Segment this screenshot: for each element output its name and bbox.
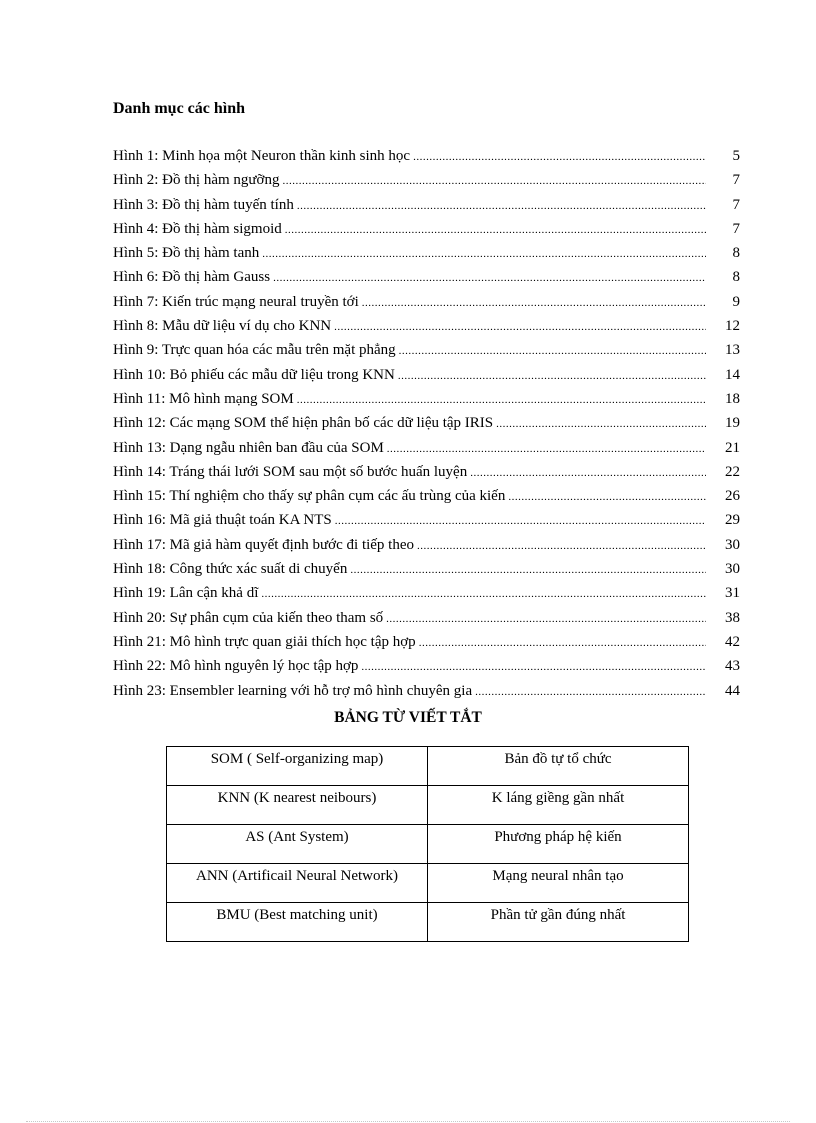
toc-entry-label: Hình 19: Lân cận khả dĩ (113, 585, 259, 602)
toc-entry-page: 5 (732, 148, 740, 164)
dot-leader (297, 200, 706, 212)
dot-leader (508, 491, 706, 503)
toc-entry-page: 7 (732, 172, 740, 189)
toc-entry-label: Hình 6: Đồ thị hàm Gauss (113, 269, 271, 286)
toc-entry-page: 44 (725, 682, 740, 699)
toc-entry[interactable] (113, 585, 740, 609)
toc-entry-label: Hình 23: Ensembler learning với hỗ trợ mô hình chuyên gia (113, 682, 473, 699)
dot-leader (262, 248, 706, 260)
toc-entry-label: Hình 15: Thí nghiệm cho thấy sự phân cụm các ấu trùng của kiến (113, 488, 506, 505)
figure-list-heading: Danh mục các hình (113, 100, 246, 117)
toc-entry[interactable] (113, 172, 740, 196)
dot-leader (335, 515, 706, 527)
dot-leader (273, 272, 706, 284)
toc-entry[interactable] (113, 391, 740, 415)
toc-entry-label: Hình 5: Đồ thị hàm tanh (113, 245, 260, 262)
dot-leader (297, 394, 706, 406)
abbreviation-cell: BMU (Best matching unit) (167, 903, 428, 942)
abbreviation-cell: SOM ( Self-organizing map) (167, 747, 428, 786)
toc-entry-label: Hình 16: Mã giả thuật toán KA NTS (113, 512, 332, 529)
table-row (167, 747, 689, 786)
toc-entry[interactable] (113, 221, 740, 245)
meaning-cell: Mạng neural nhân tạo (428, 864, 689, 903)
toc-entry-label: Hình 7: Kiến trúc mạng neural truyền tới (113, 293, 359, 310)
meaning-cell: K láng giềng gần nhất (428, 786, 689, 825)
abbreviation-table (166, 746, 689, 942)
toc-entry[interactable] (113, 148, 740, 172)
table-row (167, 903, 689, 942)
abbreviation-table-title: BẢNG TỪ VIẾT TẮT (334, 709, 482, 726)
toc-entry-label: Hình 9: Trực quan hóa các mẫu trên mặt phẳng (113, 342, 396, 359)
toc-entry-page: 12 (725, 318, 740, 335)
dot-leader (361, 661, 706, 673)
toc-entry-page: 22 (725, 463, 740, 480)
toc-entry-page: 14 (725, 366, 740, 383)
toc-entry[interactable] (113, 464, 740, 488)
abbreviation-cell: ANN (Artificail Neural Network) (167, 864, 428, 903)
toc-entry[interactable] (113, 512, 740, 536)
dot-leader (419, 637, 706, 649)
toc-entry-label: Hình 17: Mã giả hàm quyết định bước đi tiếp theo (113, 536, 415, 553)
dot-leader (362, 297, 706, 309)
toc-entry[interactable] (113, 415, 740, 439)
dot-leader (386, 613, 706, 625)
toc-entry[interactable] (113, 537, 740, 561)
dot-leader (282, 175, 706, 187)
toc-entry-page: 26 (725, 488, 740, 505)
toc-entry-page: 8 (732, 269, 740, 286)
toc-entry-page: 8 (732, 245, 740, 262)
meaning-cell: Bản đồ tự tổ chức (428, 747, 689, 786)
toc-entry-page: 38 (725, 609, 740, 626)
abbreviation-cell: KNN (K nearest neibours) (167, 786, 428, 825)
toc-entry[interactable] (113, 342, 740, 366)
toc-entry[interactable] (113, 440, 740, 464)
toc-entry-label: Hình 4: Đồ thị hàm sigmoid (113, 220, 282, 237)
toc-entry-page: 19 (725, 415, 740, 432)
toc-entry-page: 7 (732, 220, 740, 237)
dot-leader (496, 418, 706, 430)
dot-leader (417, 540, 706, 552)
toc-entry-page: 21 (725, 439, 740, 456)
abbreviation-cell: AS (Ant System) (167, 825, 428, 864)
toc-entry-page: 42 (725, 633, 740, 650)
toc-entry-label: Hình 22: Mô hình nguyên lý học tập hợp (113, 658, 359, 675)
toc-entry-page: 31 (725, 585, 740, 602)
toc-entry-label: Hình 1: Minh họa một Neuron thần kinh sinh học (113, 148, 411, 164)
toc-entry[interactable] (113, 634, 740, 658)
toc-entry-label: Hình 12: Các mạng SOM thể hiện phân bố các dữ liệu tập IRIS (113, 415, 494, 432)
toc-entry-label: Hình 18: Công thức xác suất di chuyển (113, 561, 348, 578)
toc-entry-label: Hình 21: Mô hình trực quan giải thích học tập hợp (113, 633, 416, 650)
dot-leader (470, 467, 706, 479)
toc-entry-label: Hình 20: Sự phân cụm của kiến theo tham số (113, 609, 384, 626)
toc-entry[interactable] (113, 367, 740, 391)
toc-entry[interactable] (113, 658, 740, 682)
dot-leader (350, 564, 706, 576)
table-row (167, 825, 689, 864)
toc-entry-page: 18 (725, 390, 740, 407)
dot-leader (398, 370, 706, 382)
dot-leader (399, 345, 706, 357)
toc-entry-page: 13 (725, 342, 740, 359)
dot-leader (475, 686, 706, 698)
toc-entry-page: 29 (725, 512, 740, 529)
toc-entry[interactable] (113, 269, 740, 293)
toc-entry-label: Hình 14: Tráng thái lưới SOM sau một số bước huấn luyện (113, 463, 468, 480)
toc-entry-label: Hình 2: Đồ thị hàm ngưỡng (113, 172, 280, 189)
toc-entry-label: Hình 10: Bỏ phiếu các mẫu dữ liệu trong KNN (113, 366, 395, 383)
toc-entry-page: 43 (725, 658, 740, 675)
toc-entry[interactable] (113, 245, 740, 269)
toc-entry[interactable] (113, 197, 740, 221)
toc-entry-label: Hình 13: Dạng ngẫu nhiên ban đầu của SOM (113, 439, 384, 456)
toc-entry[interactable] (113, 488, 740, 512)
toc-entry[interactable] (113, 294, 740, 318)
toc-entry[interactable] (113, 610, 740, 634)
dot-leader (334, 321, 706, 333)
toc-entry[interactable] (113, 683, 740, 707)
table-row (167, 786, 689, 825)
dot-leader (387, 443, 706, 455)
toc-entry-page: 7 (732, 196, 740, 213)
toc-entry-page: 9 (732, 293, 740, 310)
figure-list (113, 148, 740, 707)
toc-entry-page: 30 (725, 561, 740, 578)
meaning-cell: Phương pháp hệ kiến (428, 825, 689, 864)
table-row (167, 864, 689, 903)
toc-entry-page: 30 (725, 536, 740, 553)
toc-entry[interactable] (113, 561, 740, 585)
toc-entry[interactable] (113, 318, 740, 342)
toc-entry-label: Hình 3: Đồ thị hàm tuyến tính (113, 196, 294, 213)
meaning-cell: Phần tử gần đúng nhất (428, 903, 689, 942)
page-bottom-divider (26, 1121, 790, 1122)
toc-entry-label: Hình 8: Mẫu dữ liệu ví dụ cho KNN (113, 318, 332, 335)
toc-entry-label: Hình 11: Mô hình mạng SOM (113, 390, 294, 407)
dot-leader (261, 588, 706, 600)
dot-leader (285, 224, 706, 236)
dot-leader (413, 151, 706, 163)
